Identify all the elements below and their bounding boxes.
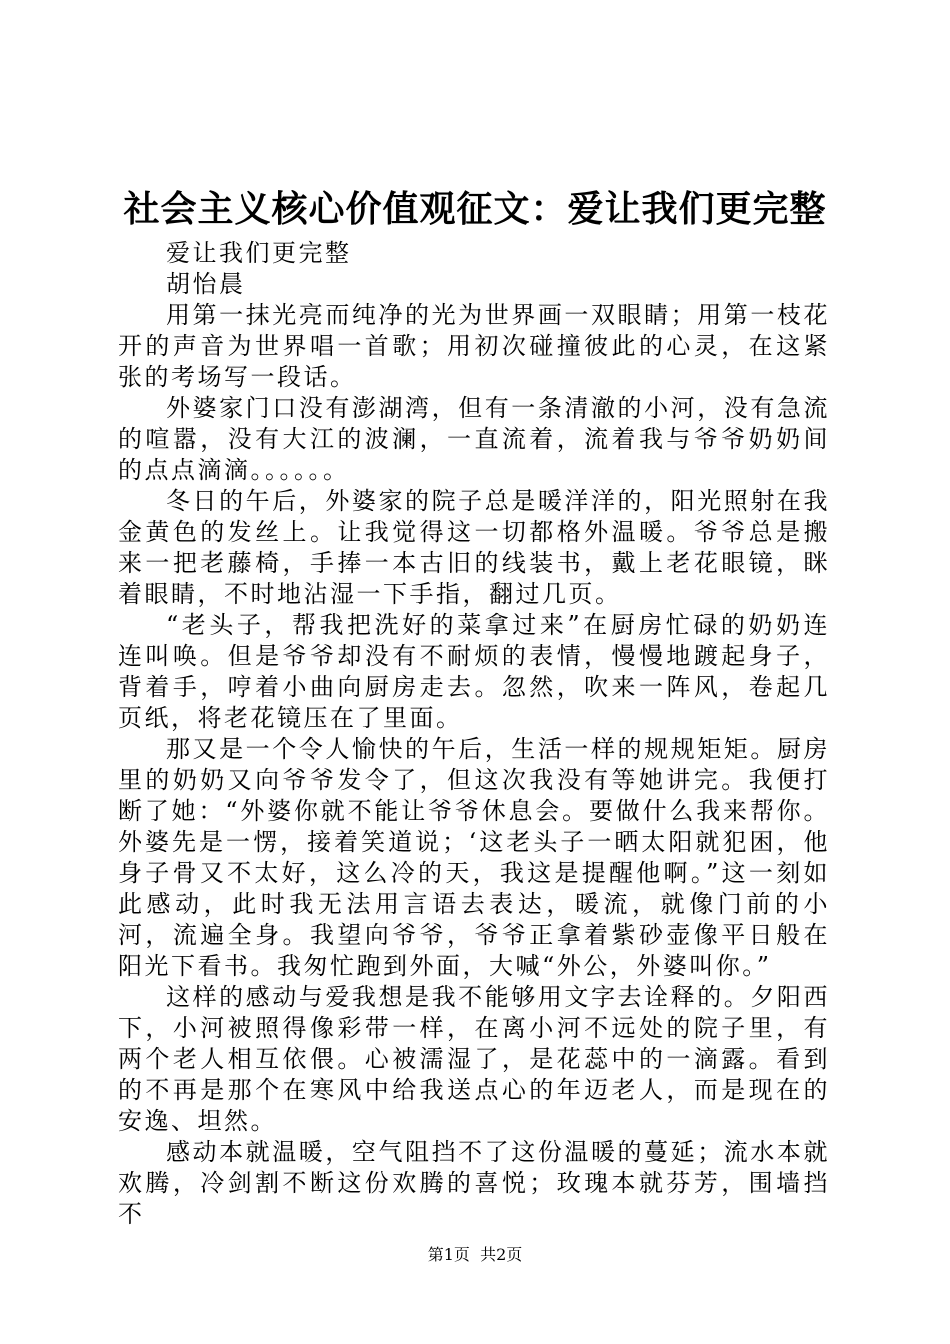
paragraph: 外婆家门口没有澎湖湾，但有一条清澈的小河，没有急流的喧嚣，没有大江的波澜，一直流着，流着我与爷爷奶奶间的点点滴滴。。。。。。 [118,394,830,484]
page-footer: 第1页 共2页 [427,1245,523,1264]
document-body [118,238,830,1230]
paragraph: “老头子，帮我把洗好的菜拿过来”在厨房忙碌的奶奶连连叫唤。但是爷爷却没有不耐烦的表情，慢慢地踱起身子，背着手，哼着小曲向厨房走去。忽然，吹来一阵风，卷起几页纸，将老花镜压在了里面。 [118,611,830,732]
paragraph: 这样的感动与爱我想是我不能够用文字去诠释的。夕阳西下，小河被照得像彩带一样，在离小河不远处的院子里，有两个老人相互依偎。心被濡湿了，是花蕊中的一滴露。看到的不再是那个在寒风中给我送点心的年迈老人，而是现在的安逸、坦然。 [118,983,830,1135]
paragraph: 冬日的午后，外婆家的院子总是暖洋洋的，阳光照射在我金黄色的发丝上。让我觉得这一切都格外温暖。爷爷总是搬来一把老藤椅，手捧一本古旧的线装书，戴上老花眼镜，眯着眼睛，不时地沾湿一下手指，翻过几页。 [118,487,830,608]
subtitle-line: 爱让我们更完整 [166,239,352,267]
paragraph: 用第一抹光亮而纯净的光为世界画一双眼睛；用第一枝花开的声音为世界唱一首歌；用初次碰撞彼此的心灵，在这紧张的考场写一段话。 [118,301,830,391]
author-line: 胡怡晨 [166,270,246,298]
paragraph: 那又是一个令人愉快的午后，生活一样的规规矩矩。厨房里的奶奶又向爷爷发令了，但这次我没有等她讲完。我便打断了她：“外婆你就不能让爷爷休息会。要做什么我来帮你。外婆先是一愣，接着笑道说；‘这老头子一晒太阳就犯困，他身子骨又不太好，这么冷的天，我这是提醒他啊。”这一刻如此感动，此时我无法用言语去表达，暖流，就像门前的小河，流遍全身。我望向爷爷，爷爷正拿着紫砂壶像平日般在阳光下看书。我匆忙跑到外面，大喊“外公，外婆叫你。” [118,735,830,980]
paragraph: 感动本就温暖，空气阻挡不了这份温暖的蔓延；流水本就欢腾，冷剑割不断这份欢腾的喜悦；玫瑰本就芬芳，围墙挡不 [118,1138,830,1228]
document-title: 社会主义核心价值观征文：爱让我们更完整 [123,188,827,230]
